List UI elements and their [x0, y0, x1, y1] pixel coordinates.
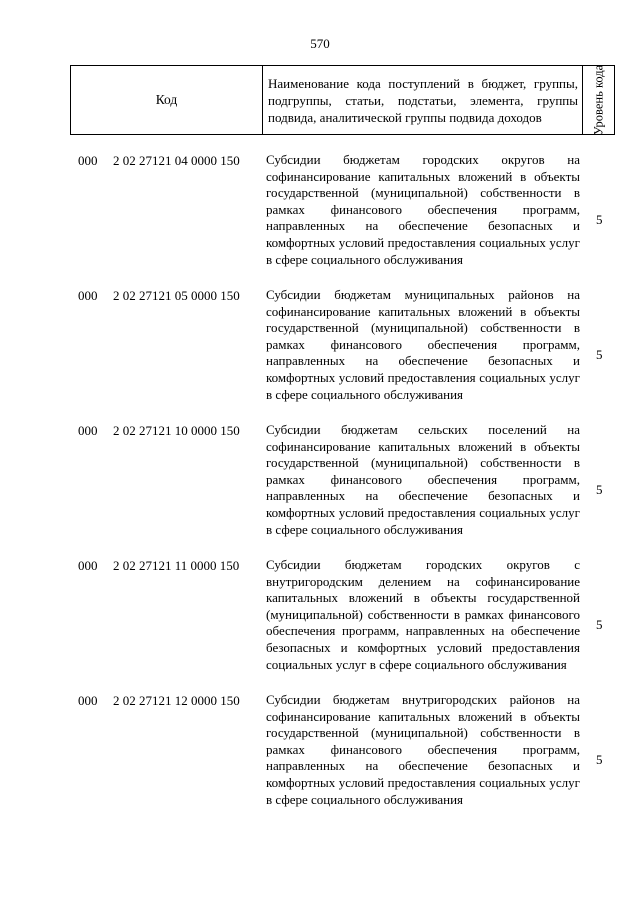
row-prefix: 000 — [78, 288, 98, 303]
row-prefix: 000 — [78, 423, 98, 438]
row-name: Субсидии бюджетам сельских поселений на софинансирование капитальных вложений в объекты государственной (муниципальной) собственности в рамках финансового обеспечения программ, направленных на обеспечение безопасных и комфортных условий предоставления социальных услуг в сфере социального обслуживания — [266, 422, 580, 537]
row-level: 5 — [596, 752, 603, 767]
row-code: 2 02 27121 10 0000 150 — [113, 423, 240, 438]
header-name: Наименование кода поступлений в бюджет, группы, подгруппы, статьи, подстатьи, элемента, группы подвида, аналитической группы подвида доходов — [263, 66, 583, 135]
table-row — [0, 692, 640, 827]
row-code: 2 02 27121 05 0000 150 — [113, 288, 240, 303]
row-name: Субсидии бюджетам городских округов с внутригородским делением на софинансирование капитальных вложений в объекты государственной (муниципальной) собственности в рамках финансового обеспечения программ, направленных на обеспечение безопасных и комфортных условий предоставления социальных услуг в сфере социального обслуживания — [266, 557, 580, 672]
table-row — [0, 152, 640, 287]
header-code: Код — [71, 66, 263, 135]
row-level: 5 — [596, 212, 603, 227]
table-row — [0, 557, 640, 692]
row-level: 5 — [596, 617, 603, 632]
row-code: 2 02 27121 11 0000 150 — [113, 558, 240, 573]
row-prefix: 000 — [78, 153, 98, 168]
row-name: Субсидии бюджетам внутригородских районов на софинансирование капитальных вложений в объекты государственной (муниципальной) собственности в рамках финансового обеспечения программ, направленных на обеспечение безопасных и комфортных условий предоставления социальных услуг в сфере социального обслуживания — [266, 692, 580, 807]
header-level-cell — [583, 66, 615, 135]
page-number: 570 — [310, 36, 330, 51]
entries-list — [0, 152, 640, 827]
row-name: Субсидии бюджетам городских округов на софинансирование капитальных вложений в объекты государственной (муниципальной) собственности в рамках финансового обеспечения программ, направленных на обеспечение безопасных и комфортных условий предоставления социальных услуг в сфере социального обслуживания — [266, 152, 580, 267]
table-header — [70, 65, 615, 135]
header-level: Уровень кода — [591, 64, 605, 136]
row-code: 2 02 27121 12 0000 150 — [113, 693, 240, 708]
row-level: 5 — [596, 482, 603, 497]
row-prefix: 000 — [78, 558, 98, 573]
table-row — [0, 287, 640, 422]
row-prefix: 000 — [78, 693, 98, 708]
table-row — [0, 422, 640, 557]
row-level: 5 — [596, 347, 603, 362]
row-code: 2 02 27121 04 0000 150 — [113, 153, 240, 168]
row-name: Субсидии бюджетам муниципальных районов на софинансирование капитальных вложений в объекты государственной (муниципальной) собственности в рамках финансового обеспечения программ, направленных на обеспечение безопасных и комфортных условий предоставления социальных услуг в сфере социального обслуживания — [266, 287, 580, 402]
